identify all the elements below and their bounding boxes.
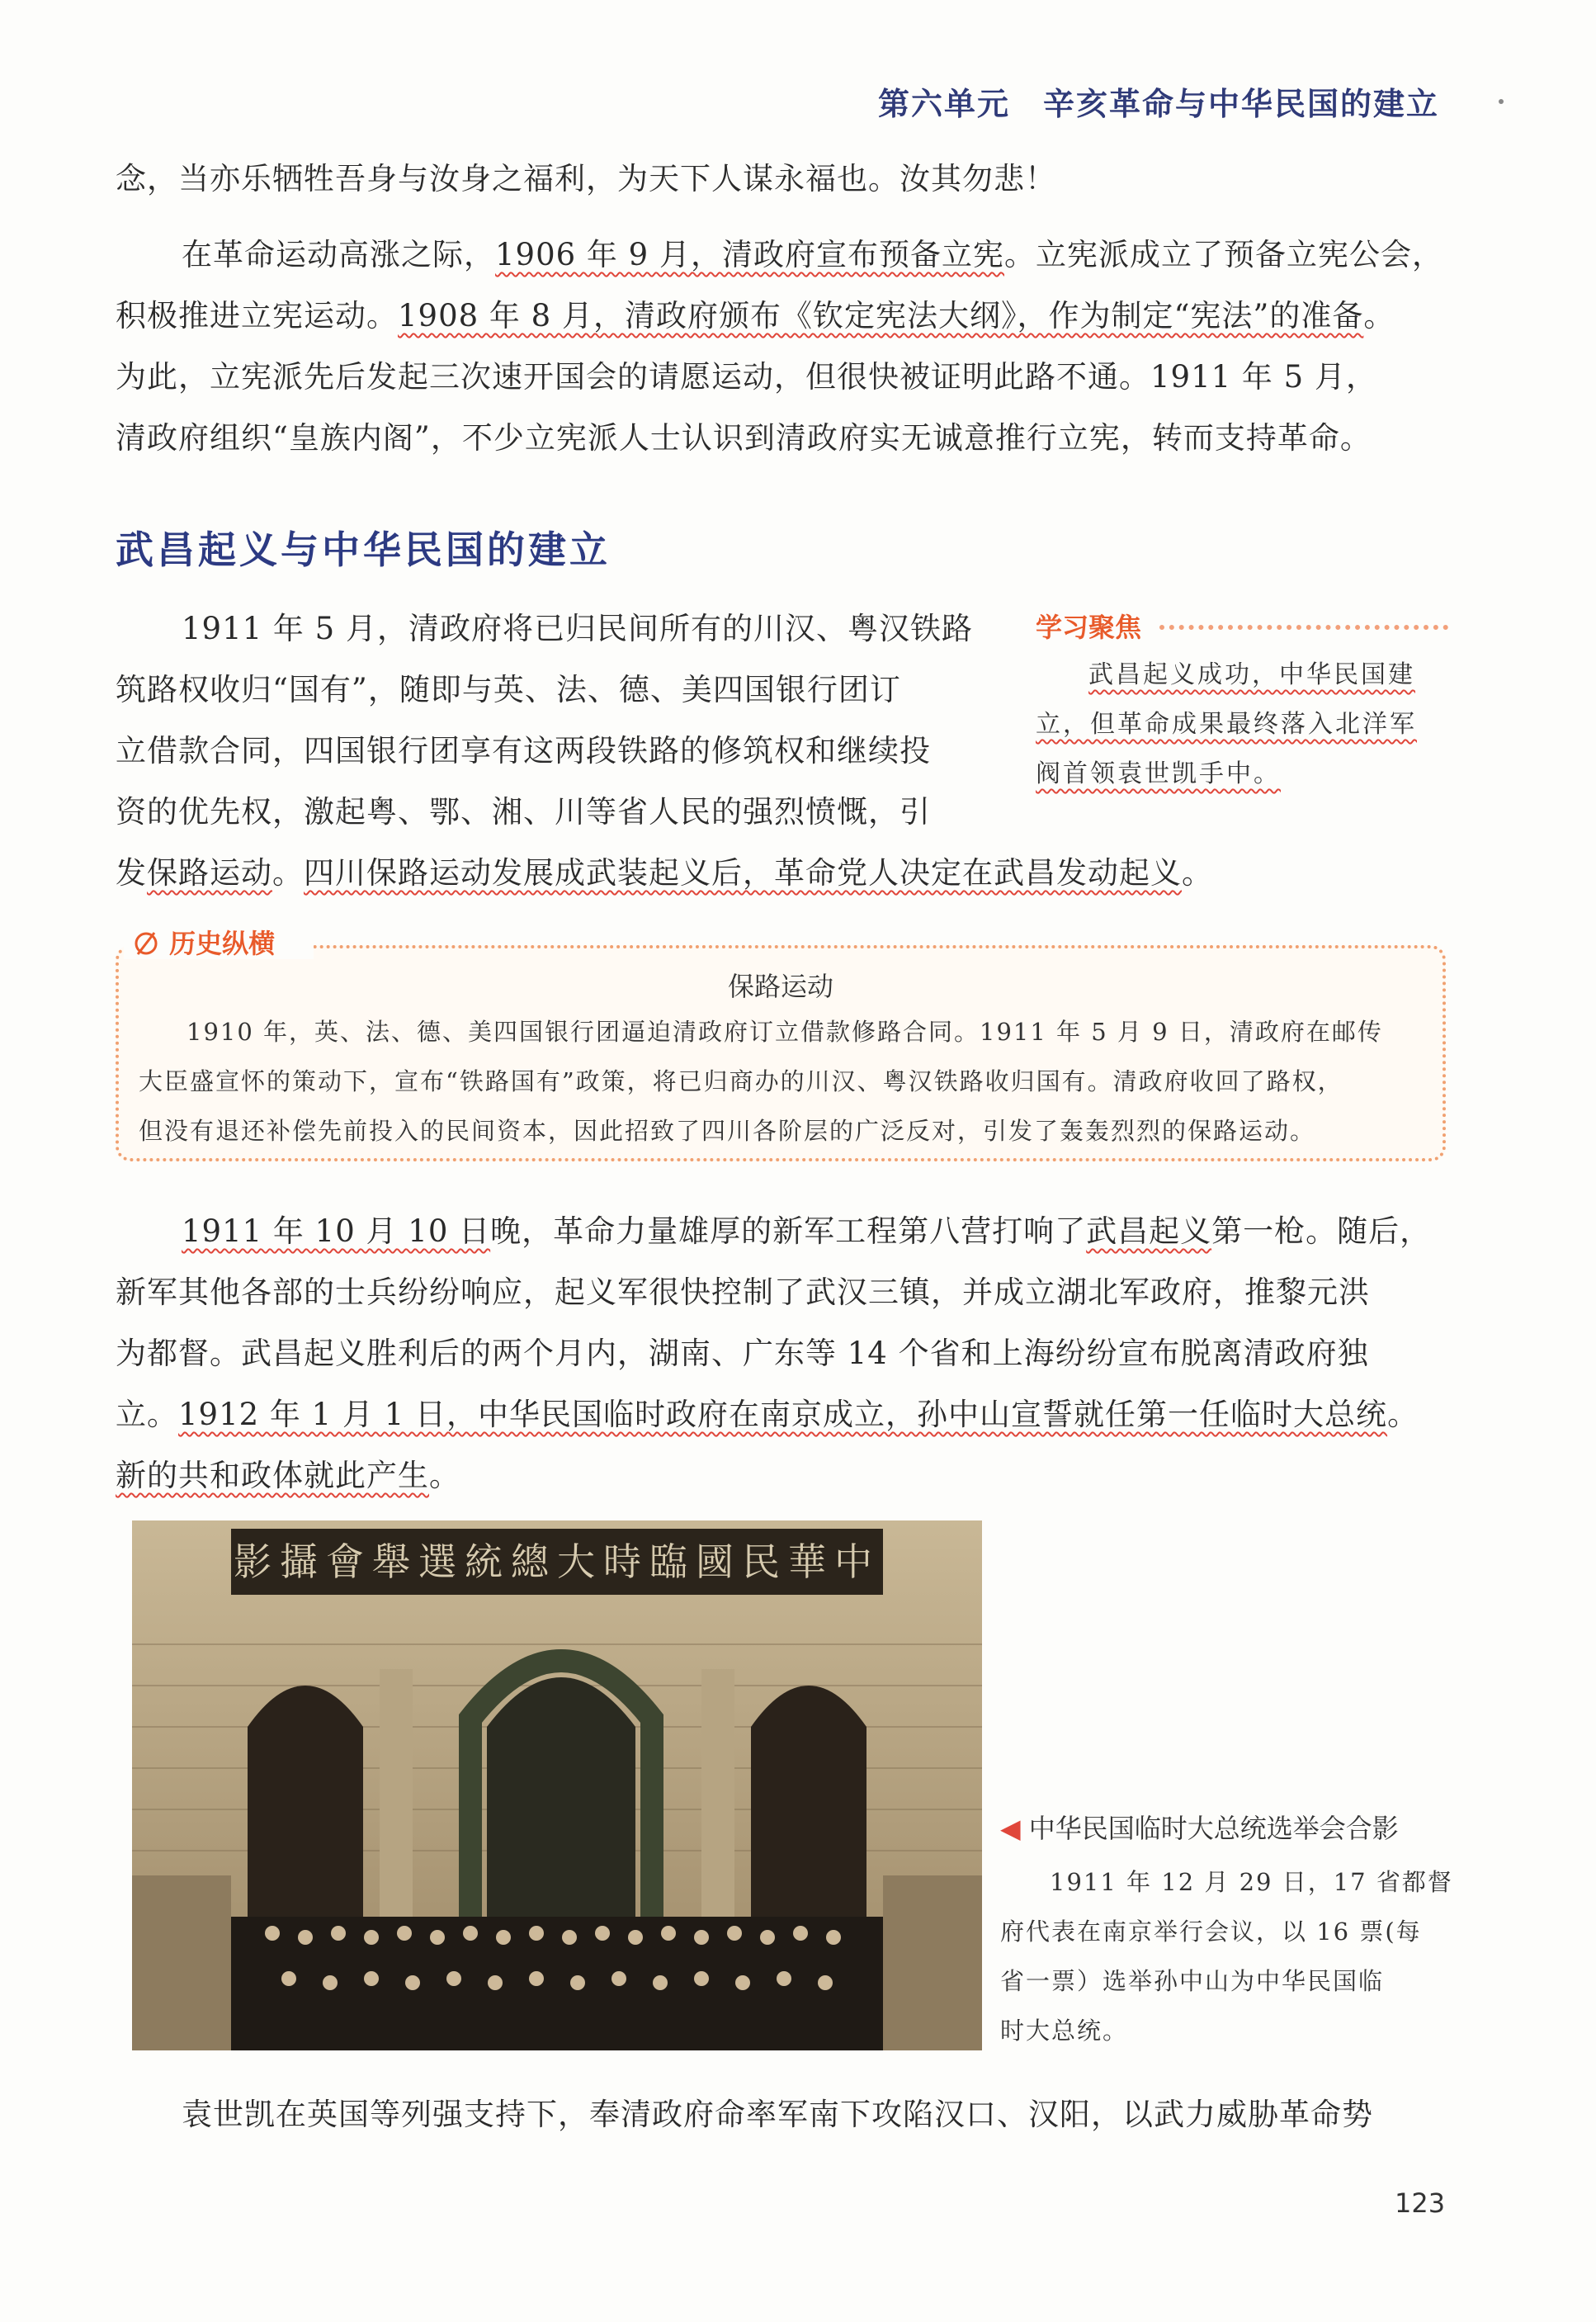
- text-line: 筑路权收归“国有”，随即与英、法、德、美四国银行团订: [116, 672, 901, 707]
- photo-caption-text: [1000, 1857, 1453, 2055]
- text-run: 。: [1387, 1397, 1419, 1432]
- caption-arrow-icon: ◀: [1000, 1813, 1021, 1844]
- key-point-underline: 新的共和政体就此产生: [116, 1458, 429, 1493]
- header-dot: [1499, 99, 1504, 104]
- photo-signboard-text: 影攝會舉選統總大時臨國民華中: [234, 1539, 881, 1584]
- unit-header-title: 第六单元 辛亥革命与中华民国的建立: [877, 86, 1439, 122]
- text-run: 在革命运动高涨之际，: [182, 237, 495, 272]
- key-point-underline: 1911 年 10 月 10 日: [182, 1213, 491, 1249]
- key-point-underline: 保路运动: [147, 855, 272, 891]
- text-line: 阀首领袁世凯手中。: [1036, 759, 1281, 788]
- text-line: 1911 年 12 月 29 日，17 省都督: [1050, 1868, 1453, 1896]
- text-run: 晚，革命力量雄厚的新军工程第八营打响了: [490, 1213, 1087, 1249]
- text-run: 发: [116, 855, 147, 891]
- yuan-paragraph: [116, 2084, 1436, 2145]
- text-run: 第一枪。随后，: [1211, 1213, 1432, 1249]
- text-run: 积极推进立宪运动。: [116, 298, 398, 333]
- text-line: 省一票）选举孙中山为中华民国临: [1000, 1967, 1385, 1995]
- key-point-underline: 武昌起义: [1086, 1213, 1212, 1249]
- text-line: 武昌起义成功，中华民国建: [1088, 660, 1415, 689]
- study-focus-divider: [1159, 625, 1448, 630]
- text-line: [116, 1201, 1436, 1262]
- text-run: 。: [1363, 298, 1395, 333]
- text-line: [116, 1445, 1436, 1506]
- text-run: 。: [1182, 855, 1213, 891]
- text-line: [116, 286, 1436, 347]
- text-line: 时大总统。: [1000, 2017, 1129, 2045]
- key-point-underline: 四川保路运动发展成武装起义后，革命党人决定在武昌发动起义: [304, 855, 1182, 891]
- text-line: 新军其他各部的士兵纷纷响应，起义军很快控制了武汉三镇，并成立湖北军政府，推黎元洪: [116, 1274, 1370, 1310]
- section-heading: 武昌起义与中华民国的建立: [116, 527, 611, 572]
- text-line: 袁世凯在英国等列强支持下，奉清政府命率军南下攻陷汉口、汉阳，以武力威胁革命势: [182, 2097, 1373, 2132]
- text-line: 1911 年 5 月，清政府将已归民间所有的川汉、粤汉铁路: [182, 611, 973, 646]
- key-point-underline: 1908 年 8 月，清政府颁布《钦定宪法大纲》，作为制定“宪法”的准备: [398, 298, 1364, 333]
- text-line: [116, 225, 1443, 286]
- text-run: 立。: [116, 1397, 178, 1432]
- photo-illustration: [132, 1520, 982, 2050]
- key-point-underline: 1906 年 9 月，清政府宣布预备立宪: [495, 237, 1004, 272]
- intro-paragraph: [116, 149, 1436, 210]
- text-line: 大臣盛宣怀的策动下，宣布“铁路国有”政策，将已归商办的川汉、粤汉铁路收归国有。清政府收回了路权，: [139, 1067, 1343, 1095]
- election-group-photo: [132, 1520, 982, 2050]
- history-box-text: [139, 1007, 1426, 1156]
- study-focus-label: 学习聚焦: [1036, 612, 1142, 643]
- key-point-underline: 1912 年 1 月 1 日，中华民国临时政府在南京成立，孙中山宣誓就任第一任临时大总统: [178, 1397, 1388, 1432]
- text-run: 。立宪派成立了预备立宪公会，: [1004, 237, 1443, 272]
- study-focus-text: [1036, 650, 1448, 799]
- text-line: [116, 1384, 1436, 1445]
- history-tag-label: 历史纵横: [169, 928, 276, 959]
- photo-caption-title: [1000, 1808, 1399, 1846]
- wuchang-paragraph: [116, 1201, 1436, 1506]
- text-line: 资的优先权，激起粤、鄂、湘、川等省人民的强烈愤慨，引: [116, 794, 931, 830]
- text-run: 。: [429, 1458, 460, 1493]
- text-line: 府代表在南京举行会议，以 16 票(每: [1000, 1918, 1422, 1946]
- text-line: 为此，立宪派先后发起三次速开国会的请愿运动，但很快被证明此路不通。1911 年 5 月，: [116, 359, 1377, 395]
- text-line: [116, 843, 1213, 904]
- text-run: 。: [272, 855, 304, 891]
- text-line: 清政府组织“皇族内阁”，不少立宪派人士认识到清政府实无诚意推行立宪，转而支持革命。: [116, 420, 1372, 456]
- text-line: 但没有退还补偿先前投入的民间资本，因此招致了四川各阶层的广泛反对，引发了轰轰烈烈的保路运动。: [139, 1117, 1316, 1145]
- text-line: 立，但革命成果最终落入北洋军: [1036, 710, 1417, 739]
- text-line: 立借款合同，四国银行团享有这两段铁路的修筑权和继续投: [116, 733, 931, 768]
- history-box-title: 保路运动: [727, 971, 833, 1002]
- page-number: 123: [1395, 2187, 1446, 2219]
- text-line: 1910 年，英、法、德、美四国银行团逼迫清政府订立借款修路合同。1911 年 5 月 9 日，清政府在邮传: [187, 1018, 1383, 1046]
- caption-title-text: 中华民国临时大总统选举会合影: [1028, 1813, 1399, 1844]
- constitution-paragraph: [116, 225, 1443, 469]
- text-line: 为都督。武昌起义胜利后的两个月内，湖南、广东等 14 个省和上海纷纷宣布脱离清政府独: [116, 1336, 1369, 1371]
- text-line: 念，当亦乐牺牲吾身与汝身之福利，为天下人谋永福也。汝其勿悲！: [116, 161, 1056, 196]
- history-feature-tag: [132, 923, 275, 961]
- compass-icon: [132, 929, 160, 958]
